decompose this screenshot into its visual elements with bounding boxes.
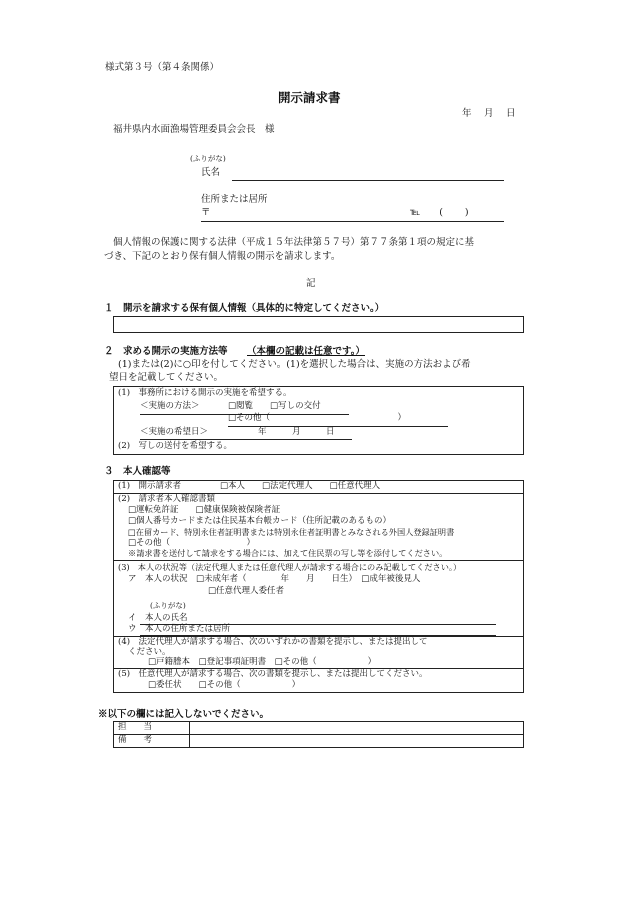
name-label: 氏名 [201,167,221,178]
section3-heading: ３ 本人確認等 [104,466,171,477]
voluntary-agent-options[interactable]: □委任状 □その他（ ） [148,680,301,690]
status-line-a2[interactable]: □任意代理人委任者 [208,586,285,596]
method-label: ＜実施の方法＞ [140,401,200,411]
office-use-note: ※以下の欄には記入しないでください。 [98,709,270,720]
divider-2 [113,560,524,561]
intro-line-2: づき、下記のとおり保有個人情報の開示を請求します。 [104,251,341,262]
date-underline [140,439,352,440]
id-docs-line-4[interactable]: □その他（ ） [128,538,256,548]
id-docs-title: (2) 請求者本人確認書類 [118,494,216,504]
intro-line-1: 個人情報の保護に関する法律（平成１５年法律第５７号）第７７条第１項の規定に基 [113,237,475,248]
legal-agent-title: (4) 法定代理人が請求する場合、次のいずれかの書類を提示し、または提出して [118,637,428,647]
id-docs-line-1[interactable]: □運転免許証 □健康保険被保険者証 [128,505,281,515]
legal-agent-options[interactable]: □戸籍謄本 □登記事項証明書 □その他（ ） [148,657,377,667]
date-fields[interactable]: 年 月 日 [258,427,335,437]
address-field[interactable] [201,221,504,222]
date-line: 年 月 日 [462,108,516,119]
person-address-field[interactable] [140,635,496,636]
status-line-a[interactable]: ア 本人の状況 □未成年者（ 年 月 日生） □成年被後見人 [128,574,421,584]
section1-input-box[interactable] [113,316,524,333]
section2-instruction-2: 望日を記載してください。 [109,372,224,383]
office-use-row-1: 担 当 [118,722,153,732]
tel-mark: ℡ ( ) [410,207,469,218]
furigana-label: (ふりがな) [190,154,226,163]
method-other[interactable]: □その他（ ） [228,413,407,423]
section2-heading-note: （本欄の記載は任意です。） [247,346,365,357]
address-label: 住所または居所 [201,194,268,205]
id-docs-line-3[interactable]: □在留カード、特別永住者証明書または特別永住者証明書とみなされる外国人登録証明書 [128,527,455,537]
postal-mark: 〒 [201,207,211,218]
section2-option-2[interactable]: (2) 写しの送付を希望する。 [118,441,233,451]
name-field[interactable] [232,180,504,181]
requester-options[interactable]: □本人 □法定代理人 □任意代理人 [220,481,381,491]
office-use-row-divider [113,734,524,735]
office-use-col-divider [189,721,190,748]
status-furigana: (ふりがな) [150,601,186,610]
section1-heading: １ 開示を請求する保有個人情報（具体的に特定してください。） [104,303,385,314]
date-label: ＜実施の希望日＞ [140,427,209,437]
form-id: 様式第３号（第４条関係） [105,62,220,73]
method-options[interactable]: □閲覧 □写しの交付 [228,401,321,411]
requester-label: (1) 開示請求者 [118,481,182,491]
id-docs-note: ※請求書を送付して請求をする場合には、加えて住民票の写し等を添付してください。 [128,548,448,558]
section2-instruction-1: (1)または(2)に○印を付してください。(1)を選択した場合は、実施の方法および希 [118,359,471,370]
office-use-row-2: 備 考 [118,735,153,745]
legal-agent-title-2: ください。 [128,647,171,657]
ki-mark: 記 [306,278,316,289]
person-name-label: イ 本人の氏名 [128,613,188,623]
section2-option-1[interactable]: (1) 事務所における開示の実施を希望する。 [118,388,292,398]
voluntary-agent-title: (5) 任意代理人が請求する場合、次の書類を提示し、または提出してください。 [118,669,428,679]
id-docs-line-2[interactable]: □個人番号カードまたは住民基本台帳カード（住所記載のあるもの） [128,516,392,526]
status-title: (3) 本人の状況等（法定代理人または任意代理人が請求する場合にのみ記載してください。） [118,562,462,572]
person-address-label: ウ 本人の住所または居所 [128,624,231,634]
section2-heading: ２ 求める開示の実施方法等 [104,346,228,357]
addressee: 福井県内水面漁場管理委員会会長 様 [113,124,275,135]
document-title: 開示請求書 [278,90,341,105]
